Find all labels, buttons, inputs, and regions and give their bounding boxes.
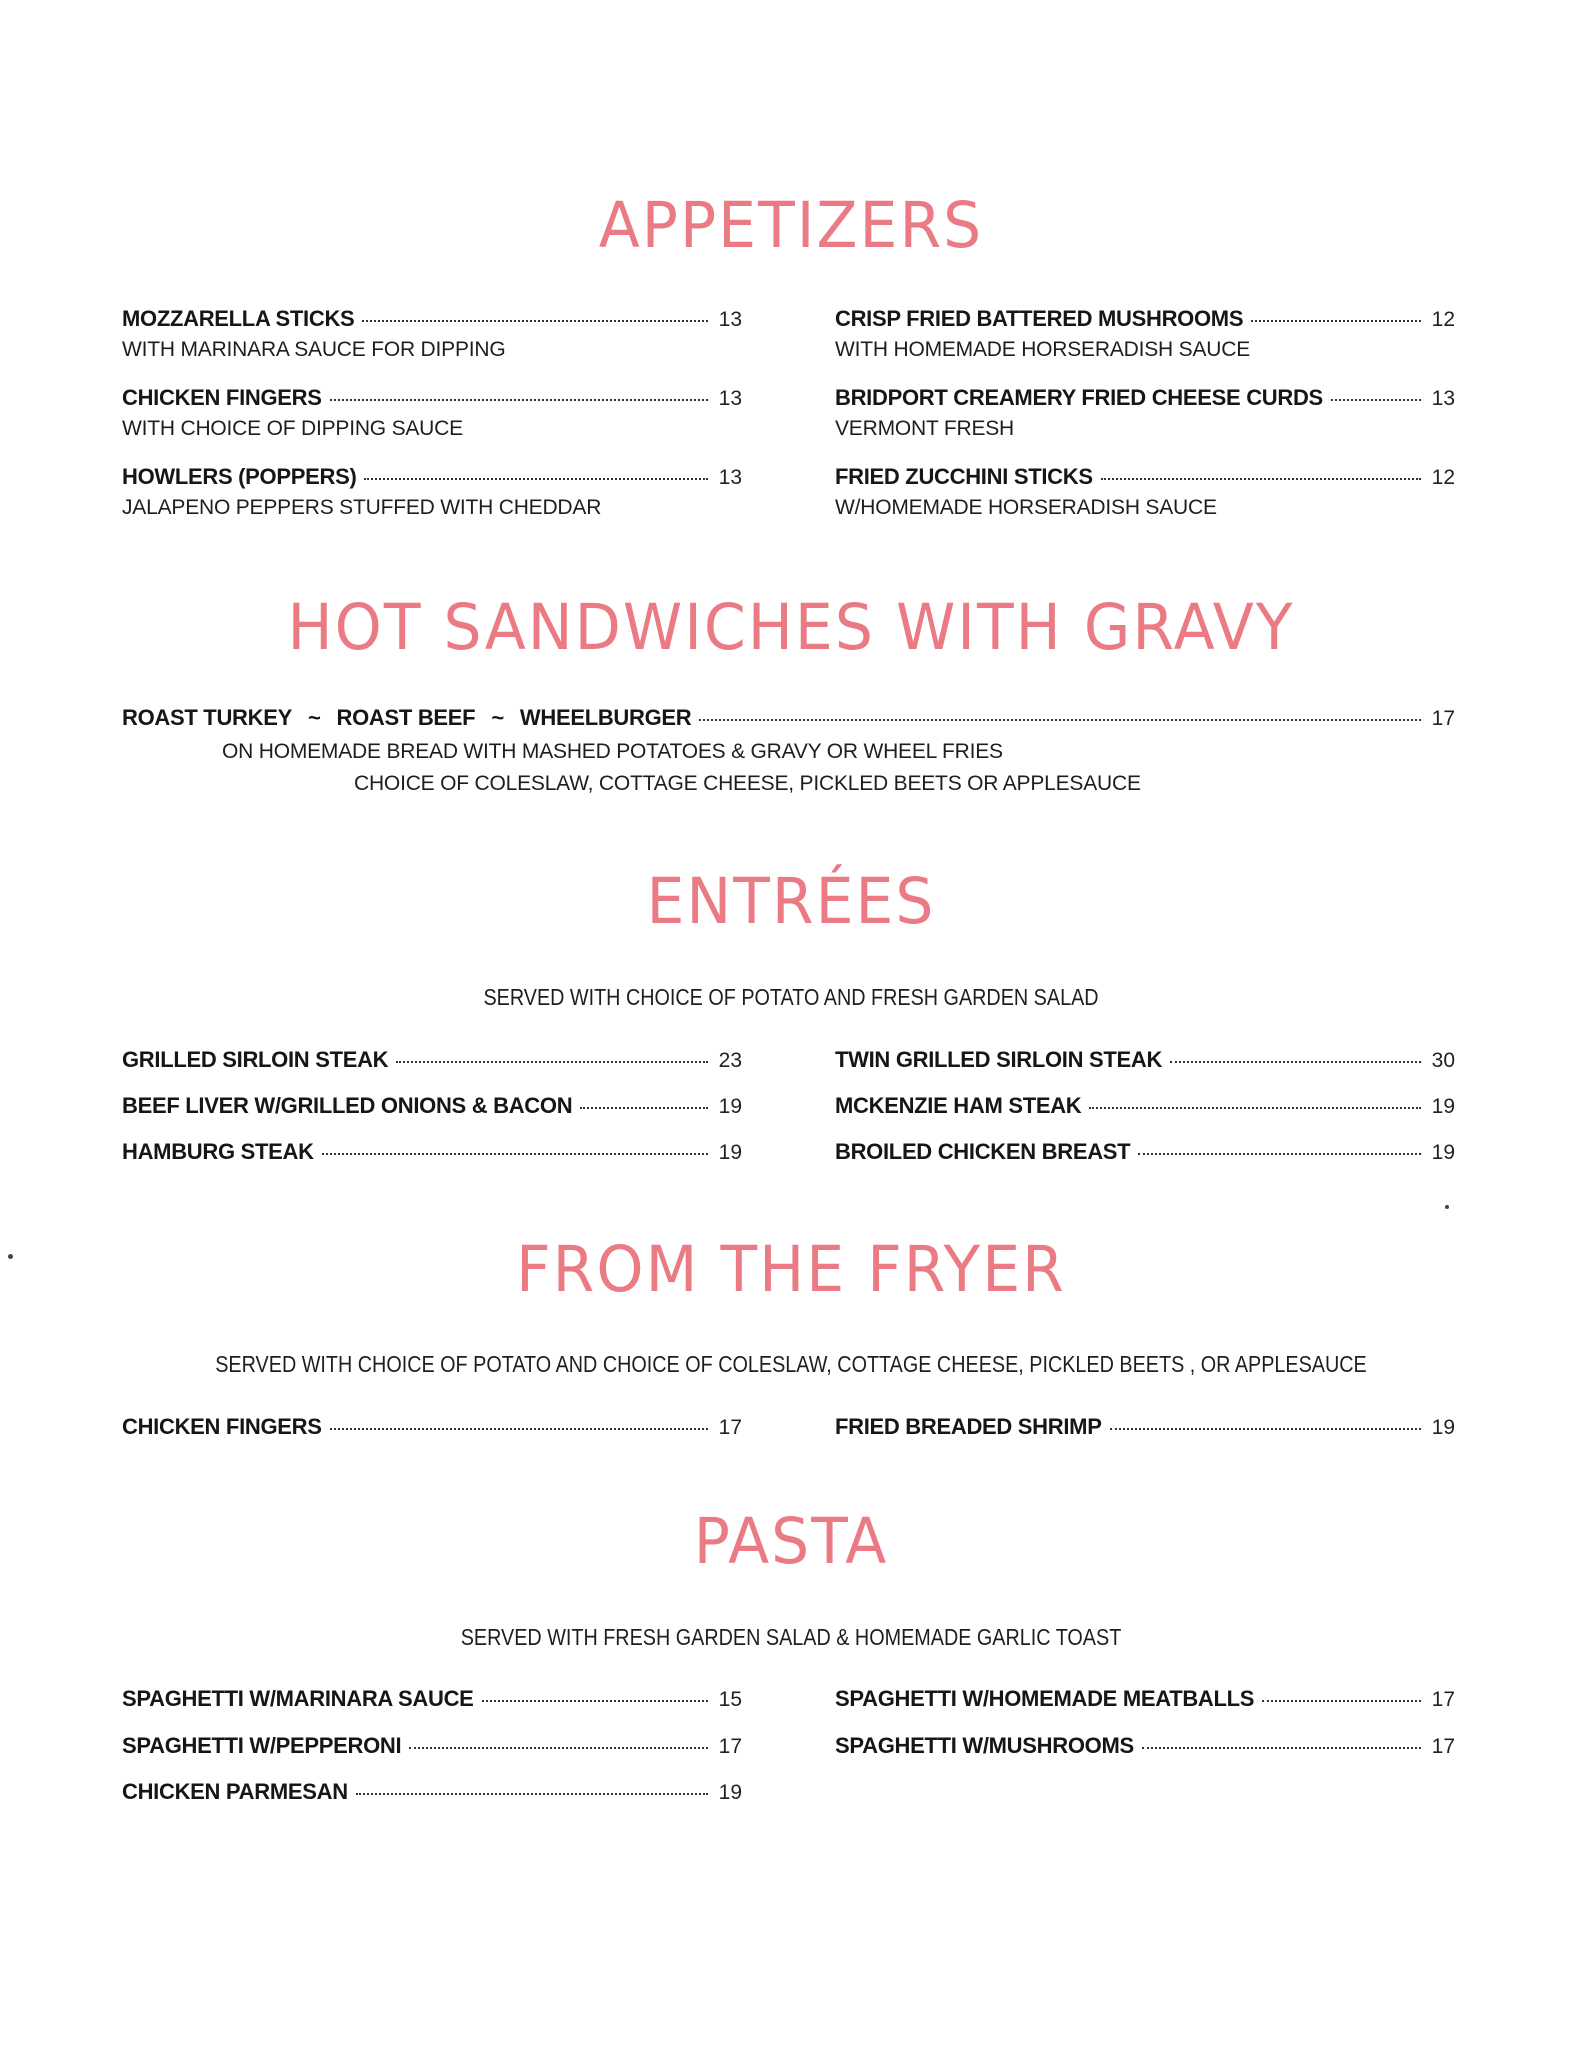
- menu-item: [835, 1733, 1455, 1765]
- item-price: 19: [1431, 1416, 1455, 1439]
- item-name: SPAGHETTI W/PEPPERONI: [122, 1733, 402, 1758]
- item-name: WHEELBURGER: [519, 705, 692, 730]
- item-description: W/HOMEMADE HORSERADISH SAUCE: [835, 496, 1217, 519]
- leader-dots: [330, 1428, 708, 1430]
- leader-dots: [1142, 1747, 1421, 1749]
- scan-speck: [1445, 1205, 1449, 1209]
- separator: ~: [307, 705, 321, 730]
- leader-dots: [1101, 478, 1421, 480]
- item-price: 19: [718, 1141, 742, 1164]
- hot-sandwiches-title: HOT SANDWICHES WITH GRAVY: [287, 591, 1295, 665]
- item-name: MCKENZIE HAM STEAK: [835, 1093, 1082, 1118]
- separator: ~: [491, 705, 504, 730]
- menu-item: [122, 1733, 742, 1765]
- leader-dots: [1251, 320, 1421, 322]
- item-description: CHOICE OF COLESLAW, COTTAGE CHEESE, PICKLED BEETS OR APPLESAUCE: [354, 772, 1141, 795]
- leader-dots: [362, 320, 708, 322]
- leader-dots: [1262, 1700, 1421, 1702]
- item-name: BRIDPORT CREAMERY FRIED CHEESE CURDS: [835, 385, 1323, 410]
- leader-dots: [322, 1153, 708, 1155]
- menu-item: [835, 1093, 1455, 1125]
- leader-dots: [409, 1747, 708, 1749]
- leader-dots: [1089, 1107, 1421, 1109]
- menu-item: [835, 385, 1455, 440]
- menu-item: [835, 464, 1455, 519]
- item-name: HOWLERS (POPPERS): [122, 464, 357, 489]
- item-price: 19: [718, 1781, 742, 1804]
- menu-item: [835, 1414, 1455, 1446]
- menu-item: [122, 385, 742, 440]
- menu-item: [835, 1139, 1455, 1171]
- item-name: CHICKEN FINGERS: [122, 1414, 322, 1439]
- scan-speck: [8, 1254, 13, 1259]
- appetizers-title: APPETIZERS: [598, 189, 984, 263]
- item-name: SPAGHETTI W/HOMEMADE MEATBALLS: [835, 1686, 1255, 1711]
- leader-dots: [482, 1700, 708, 1702]
- item-price: 15: [718, 1688, 742, 1711]
- item-name: SPAGHETTI W/MARINARA SAUCE: [122, 1686, 474, 1711]
- item-price: 17: [718, 1416, 742, 1439]
- item-description: ON HOMEMADE BREAD WITH MASHED POTATOES & GRAVY OR WHEEL FRIES: [222, 740, 1003, 763]
- item-name: GRILLED SIRLOIN STEAK: [122, 1047, 389, 1072]
- item-name: ROAST BEEF: [336, 705, 476, 730]
- pasta-note: SERVED WITH FRESH GARDEN SALAD & HOMEMADE GARLIC TOAST: [460, 1624, 1122, 1650]
- item-price: 17: [1431, 1688, 1455, 1711]
- item-price: 23: [718, 1049, 742, 1072]
- menu-item: [122, 1414, 742, 1446]
- item-description: WITH CHOICE OF DIPPING SAUCE: [122, 417, 463, 440]
- item-name: SPAGHETTI W/MUSHROOMS: [835, 1733, 1134, 1758]
- item-description: WITH MARINARA SAUCE FOR DIPPING: [122, 338, 506, 361]
- menu-item: [122, 1047, 742, 1079]
- item-name: BEEF LIVER W/GRILLED ONIONS & BACON: [122, 1093, 573, 1118]
- leader-dots: [1170, 1061, 1421, 1063]
- item-price: 17: [1431, 1735, 1455, 1758]
- item-price: 13: [718, 387, 742, 410]
- leader-dots: [396, 1061, 708, 1063]
- item-price: 17: [1431, 707, 1455, 730]
- item-price: 13: [718, 466, 742, 489]
- leader-dots: [1331, 399, 1421, 401]
- item-description: WITH HOMEMADE HORSERADISH SAUCE: [835, 338, 1250, 361]
- item-name: TWIN GRILLED SIRLOIN STEAK: [835, 1047, 1163, 1072]
- item-price: 17: [718, 1735, 742, 1758]
- item-price: 30: [1431, 1049, 1455, 1072]
- entrees-note: SERVED WITH CHOICE OF POTATO AND FRESH GARDEN SALAD: [483, 984, 1099, 1010]
- item-price: 19: [1431, 1095, 1455, 1118]
- menu-item: [122, 306, 742, 361]
- leader-dots: [364, 478, 708, 480]
- item-description: JALAPENO PEPPERS STUFFED WITH CHEDDAR: [122, 496, 602, 519]
- entrees-title: ENTRÉES: [646, 865, 936, 939]
- leader-dots: [330, 399, 708, 401]
- menu-item: [122, 1686, 742, 1718]
- menu-item: [122, 1779, 742, 1811]
- item-price: 12: [1431, 466, 1455, 489]
- fryer-note: SERVED WITH CHOICE OF POTATO AND CHOICE OF COLESLAW, COTTAGE CHEESE, PICKLED BEETS , OR APPLESAUCE: [215, 1351, 1367, 1377]
- menu-item: [122, 1093, 742, 1125]
- item-name: ROAST TURKEY: [122, 705, 292, 730]
- leader-dots: [356, 1793, 708, 1795]
- item-name: HAMBURG STEAK: [122, 1139, 314, 1164]
- leader-dots: [580, 1107, 708, 1109]
- item-name: FRIED ZUCCHINI STICKS: [835, 464, 1093, 489]
- item-name: CRISP FRIED BATTERED MUSHROOMS: [835, 306, 1244, 331]
- fryer-title: FROM THE FRYER: [516, 1233, 1066, 1307]
- item-price: 13: [1431, 387, 1455, 410]
- item-name: FRIED BREADED SHRIMP: [835, 1414, 1102, 1439]
- item-name: CHICKEN FINGERS: [122, 385, 322, 410]
- item-price: 12: [1431, 308, 1455, 331]
- menu-item: [122, 1139, 742, 1171]
- item-name: BROILED CHICKEN BREAST: [835, 1139, 1131, 1164]
- item-price: 19: [718, 1095, 742, 1118]
- menu-item: [835, 1686, 1455, 1718]
- menu-item: [835, 306, 1455, 361]
- menu-item: [835, 1047, 1455, 1079]
- menu-item: [122, 705, 1455, 737]
- leader-dots: [1110, 1428, 1421, 1430]
- leader-dots: [699, 719, 1421, 721]
- menu-item: [122, 464, 742, 519]
- item-price: 19: [1431, 1141, 1455, 1164]
- item-name: MOZZARELLA STICKS: [122, 306, 355, 331]
- item-description: VERMONT FRESH: [835, 417, 1015, 440]
- item-name: CHICKEN PARMESAN: [122, 1779, 348, 1804]
- leader-dots: [1138, 1153, 1421, 1155]
- pasta-title: PASTA: [693, 1505, 889, 1579]
- item-price: 13: [718, 308, 742, 331]
